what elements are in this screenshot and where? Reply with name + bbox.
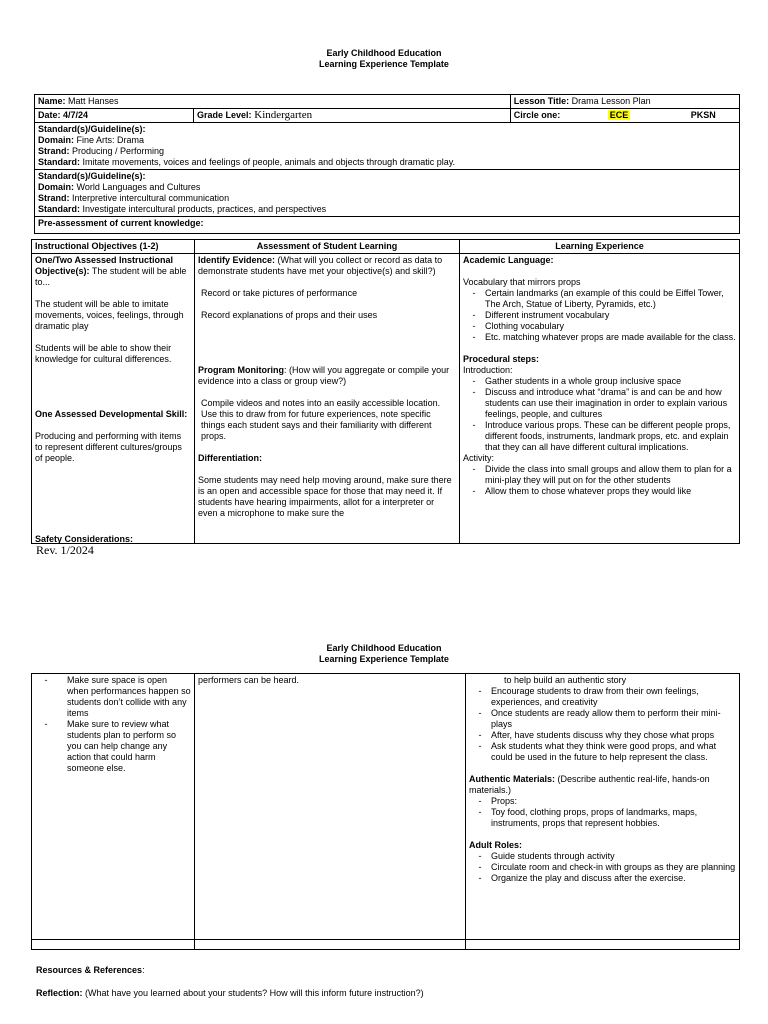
lesson-title-cell: Lesson Title: Drama Lesson Plan bbox=[510, 95, 739, 109]
document-title-page-2: Early Childhood Education Learning Experience Template bbox=[319, 643, 449, 664]
circle-one-cell: Circle one: bbox=[510, 109, 597, 123]
date-cell: Date: 4/7/24 bbox=[35, 109, 194, 123]
resources-references: Resources & References: bbox=[36, 965, 145, 975]
objectives-cell: One/Two Assessed Instructional Objective(s): The student will be able to... The student will be able to imitate movements, voices, feelings, through dramatic play Students will be able to show their knowledge for cultural differences. One Assessed Developmental Skill: Producing and performing with items to represent different cultures/groups of people. Safety Considerations: bbox=[32, 254, 195, 544]
objectives-cell-page-2: - Make sure space is open when performances happen so students don’t collide with any items - Make sure to review what students plan to perform so you can help change any action that could harm someone else. bbox=[32, 674, 195, 940]
standard-block-2: Standard(s)/Guideline(s): Domain: World Languages and Cultures Strand: Interpretive intercultural communication Standard: Investigate intercultural products, practices, and perspectives bbox=[35, 170, 740, 217]
circle-options bbox=[597, 109, 740, 123]
empty-cell bbox=[32, 940, 195, 950]
assessment-cell: Identify Evidence: (What will you collect or record as data to demonstrate students have met your objective(s) and skill?) Record or take pictures of performance Record explanations of props and their uses Program Monitoring: (How will you aggregate or compile your evidence into a class or group view?) Compile videos and notes into an easily accessible location. Use this to draw from for future experiences, note specific things each student says and their familiarity with different props. Differentiation: Some students may need help moving around, make sure there is an open and accessible space for those that may need it. If students have hearing impairments, allot for a interpreter or even a microphone to make sure the bbox=[195, 254, 460, 544]
evidence-2: Record explanations of props and their uses bbox=[201, 310, 378, 320]
differentiation-text: Some students may need help moving around, make sure there is an open and accessible space for those that may need it. If students have hearing impairments, allot for a interpreter or even a microphone to make sure the bbox=[198, 475, 452, 518]
option-pksn: PKSN bbox=[690, 110, 716, 120]
reflection: Reflection: (What have you learned about your students? How will this inform future instruction?) bbox=[36, 988, 424, 998]
option-ece: ECE bbox=[609, 110, 629, 120]
preassessment-cell: Pre-assessment of current knowledge: bbox=[35, 217, 740, 234]
column-header-objectives: Instructional Objectives (1-2) bbox=[32, 240, 195, 254]
document-title: Early Childhood Education Learning Experience Template bbox=[319, 48, 449, 69]
learning-experience-cell: Academic Language: Vocabulary that mirrors props - Certain landmarks (an example of this could be Eiffel Tower, The Arch, Statue of Liberty, Pyramids, etc.) - Different instrument vocabulary - Clothing vocabulary - Etc. matching whatever props are made available for the class. Procedural steps: Introduction: - Gather students in a whole group inclusive space - Discuss and introduce what “drama” is and can be and how students can use their imagination in order to explain various feelings, people, and cultures - Introduce various props. These can be different people props, different foods, instruments, landmark props, etc. and explain that they can all have different cultural implications. Activity: - Divide the class into small groups and allow them to plan for a mini-play they will put on for the other students - Allow them to chose whatever props they would like bbox=[460, 254, 740, 544]
planning-table-page-2 bbox=[31, 673, 740, 950]
safety-heading: Safety Considerations: bbox=[35, 534, 134, 544]
objective-1: The student will be able to imitate movements, voices, feelings, through dramatic play bbox=[35, 299, 184, 331]
empty-cell bbox=[195, 940, 466, 950]
learning-experience-cell-page-2: to help build an authentic story - Encourage students to draw from their own feelings, experiences, and creativity - Once students are ready allow them to perform their mini-plays - After, have students discuss why they chose what props - Ask students what they think were good props, and what could be used in the future to help represent the class. Authentic Materials: (Describe authentic real-life, hands-on materials.) - Props: - Toy food, clothing props, props of landmarks, maps, instruments, props that represent hobbies. Adult Roles: - Guide students through activity - Circulate room and check-in with groups as they are planning - Organize the play and discuss after the exercise. bbox=[466, 674, 740, 940]
column-header-learning-experience: Learning Experience bbox=[460, 240, 740, 254]
empty-cell bbox=[466, 940, 740, 950]
column-header-assessment: Assessment of Student Learning bbox=[195, 240, 460, 254]
name-cell: Name: Matt Hanses bbox=[35, 95, 511, 109]
evidence-1: Record or take pictures of performance bbox=[201, 288, 358, 298]
grade-level-cell: Grade Level: Kindergarten bbox=[194, 109, 511, 123]
info-table bbox=[34, 94, 740, 234]
standard-block-1: Standard(s)/Guideline(s): Domain: Fine Arts: Drama Strand: Producing / Performing Standard: Imitate movements, voices and feelings of people, animals and objects through dramatic play. bbox=[35, 123, 740, 170]
differentiation-heading: Differentiation: bbox=[198, 453, 262, 463]
revision-label: Rev. 1/2024 bbox=[36, 543, 94, 557]
objective-2: Students will be able to show their knowledge for cultural differences. bbox=[35, 343, 172, 364]
developmental-skill-text: Producing and performing with items to represent different cultures/groups of people. bbox=[35, 431, 182, 463]
developmental-skill-heading: One Assessed Developmental Skill: bbox=[35, 409, 188, 419]
planning-table-page-1 bbox=[31, 239, 740, 544]
assessment-cell-page-2: performers can be heard. bbox=[195, 674, 466, 940]
monitoring-answer: Compile videos and notes into an easily accessible location. Use this to draw from for future experiences, note specific things each student says and their familiarity with different props. bbox=[201, 398, 441, 441]
